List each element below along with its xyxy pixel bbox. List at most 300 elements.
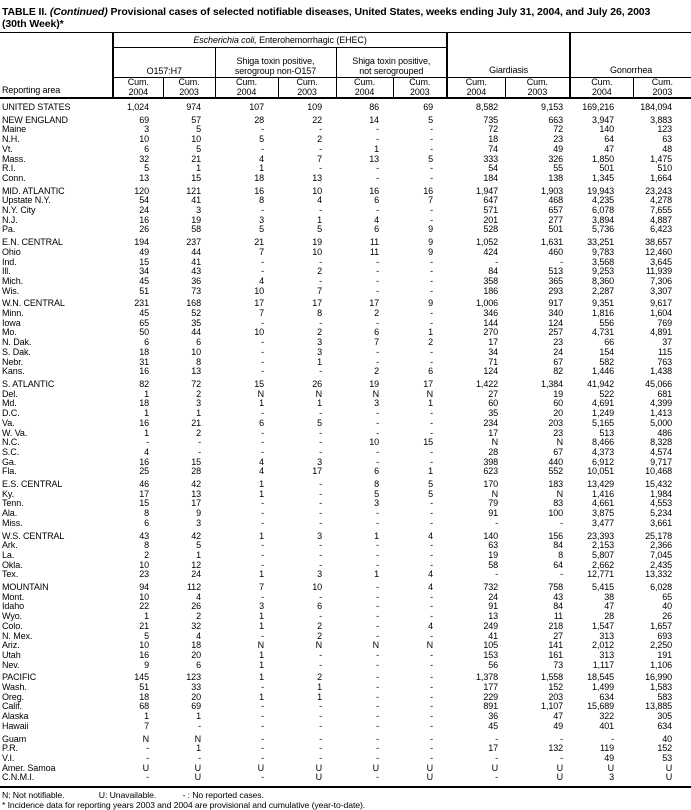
value-cell: 6 bbox=[374, 327, 379, 338]
value-cell: - bbox=[319, 256, 322, 267]
value-cell: 1,664 bbox=[650, 172, 673, 183]
value-cell: 2 bbox=[374, 308, 379, 319]
value-cell: 2 bbox=[428, 337, 434, 348]
value-cell: 22 bbox=[139, 601, 149, 612]
value-cell: 20 bbox=[191, 691, 201, 702]
value-cell: 17 bbox=[488, 427, 499, 438]
value-cell: - bbox=[261, 427, 264, 438]
value-cell: 5 bbox=[317, 224, 322, 235]
value-cell: 43 bbox=[139, 530, 149, 541]
value-cell: - bbox=[495, 517, 499, 528]
shiga-non-o157-subgroup-header bbox=[215, 48, 336, 78]
value-cell: 34 bbox=[488, 346, 499, 357]
value-cell: 1 bbox=[428, 398, 434, 409]
value-cell: 37 bbox=[662, 337, 673, 348]
value-cell: 10 bbox=[369, 437, 379, 448]
value-cell: 3 bbox=[259, 214, 264, 225]
value-cell: 4 bbox=[428, 620, 434, 631]
value-cell: 3 bbox=[317, 569, 322, 580]
value-cell: 2,662 bbox=[592, 559, 615, 570]
reporting-area-cell: N.Y. City bbox=[2, 205, 36, 216]
value-cell: 21 bbox=[139, 620, 149, 631]
legend-no-reported-cases: - : No reported cases. bbox=[182, 790, 264, 801]
value-cell: - bbox=[430, 124, 434, 135]
value-cell: - bbox=[430, 591, 434, 602]
value-cell: 2,250 bbox=[650, 640, 673, 651]
value-cell: 6 bbox=[196, 659, 201, 670]
value-cell: 69 bbox=[191, 701, 201, 712]
value-cell: 45 bbox=[139, 308, 149, 319]
value-cell: 1,657 bbox=[650, 620, 673, 631]
value-cell: 124 bbox=[548, 317, 564, 328]
value-cell: N bbox=[315, 388, 322, 399]
value-cell: 16 bbox=[423, 185, 434, 196]
value-cell: - bbox=[376, 163, 379, 174]
value-cell: 24 bbox=[139, 205, 149, 216]
value-cell: 49 bbox=[553, 143, 564, 154]
table-row bbox=[0, 258, 691, 268]
value-cell: 141 bbox=[548, 640, 564, 651]
value-cell: - bbox=[430, 649, 434, 660]
value-cell: 1 bbox=[317, 691, 322, 702]
value-cell: 1,052 bbox=[476, 237, 499, 248]
value-cell: 2 bbox=[196, 427, 201, 438]
value-cell: - bbox=[376, 266, 379, 277]
value-cell: - bbox=[560, 733, 564, 744]
value-cell: 9 bbox=[428, 246, 434, 257]
footnotes bbox=[0, 788, 691, 810]
value-cell: 19 bbox=[553, 388, 564, 399]
reporting-area-cell: Ark. bbox=[2, 540, 18, 551]
value-cell: 19,943 bbox=[587, 185, 615, 196]
value-cell: - bbox=[376, 205, 379, 216]
reporting-area-cell: W.N. CENTRAL bbox=[2, 298, 65, 309]
value-cell: - bbox=[261, 337, 264, 348]
table-row bbox=[0, 419, 691, 429]
value-cell: 333 bbox=[483, 153, 499, 164]
value-cell: - bbox=[261, 205, 264, 216]
value-cell: 6,078 bbox=[592, 205, 615, 216]
value-cell: 21 bbox=[191, 417, 201, 428]
table-row bbox=[0, 196, 691, 206]
value-cell: 33 bbox=[191, 682, 201, 693]
value-cell: - bbox=[319, 275, 322, 286]
value-cell: - bbox=[319, 143, 322, 154]
value-cell: 156 bbox=[548, 530, 564, 541]
value-cell: 663 bbox=[548, 114, 564, 125]
cum-2004-header-o157: Cum. 2004 bbox=[113, 78, 163, 99]
value-cell: - bbox=[430, 134, 434, 145]
reporting-area-cell: Wis. bbox=[2, 285, 20, 296]
value-cell: 20 bbox=[553, 408, 564, 419]
value-cell: 17 bbox=[488, 337, 499, 348]
value-cell: 8 bbox=[144, 540, 149, 551]
value-cell: 3 bbox=[144, 124, 149, 135]
reporting-area-cell: Ala. bbox=[2, 508, 18, 519]
value-cell: 1,416 bbox=[592, 488, 615, 499]
value-cell: - bbox=[319, 205, 322, 216]
value-cell: 152 bbox=[657, 743, 673, 754]
value-cell: 237 bbox=[186, 237, 201, 248]
value-cell: 2 bbox=[317, 327, 322, 338]
value-cell: 9 bbox=[144, 659, 149, 670]
reporting-area-cell: Fla. bbox=[2, 466, 17, 477]
value-cell: 82 bbox=[553, 366, 564, 377]
value-cell: 168 bbox=[186, 298, 201, 309]
value-cell: 10 bbox=[312, 246, 322, 257]
value-cell: 123 bbox=[186, 672, 201, 683]
value-cell: 50 bbox=[139, 327, 149, 338]
table-body bbox=[0, 98, 691, 787]
value-cell: 1 bbox=[259, 479, 264, 490]
value-cell: - bbox=[261, 317, 264, 328]
value-cell: 13 bbox=[191, 488, 201, 499]
value-cell: 71 bbox=[488, 356, 499, 367]
value-cell: 51 bbox=[139, 285, 149, 296]
cum-2003-header-o157: Cum. 2003 bbox=[163, 78, 215, 99]
value-cell: 45 bbox=[488, 720, 499, 731]
value-cell: 18 bbox=[139, 346, 149, 357]
value-cell: 47 bbox=[604, 601, 615, 612]
value-cell: - bbox=[261, 559, 264, 570]
value-cell: - bbox=[376, 601, 379, 612]
value-cell: - bbox=[430, 285, 434, 296]
reporting-area-cell: D.C. bbox=[2, 408, 20, 419]
value-cell: 23,393 bbox=[587, 530, 615, 541]
value-cell: 10,051 bbox=[587, 466, 615, 477]
value-cell: - bbox=[430, 498, 434, 509]
value-cell: 66 bbox=[604, 337, 615, 348]
value-cell: 63 bbox=[662, 134, 673, 145]
value-cell: 10 bbox=[191, 346, 201, 357]
value-cell: - bbox=[376, 417, 379, 428]
reporting-area-cell: Mo. bbox=[2, 327, 17, 338]
reporting-area-cell: Wash. bbox=[2, 682, 27, 693]
value-cell: - bbox=[430, 701, 434, 712]
table-row bbox=[0, 328, 691, 338]
value-cell: - bbox=[319, 437, 322, 448]
value-cell: 6 bbox=[144, 143, 149, 154]
value-cell: 5 bbox=[144, 163, 149, 174]
value-cell: 28 bbox=[604, 611, 615, 622]
value-cell: - bbox=[495, 733, 499, 744]
value-cell: 340 bbox=[548, 308, 564, 319]
value-cell: 1 bbox=[196, 711, 201, 722]
value-cell: 25 bbox=[139, 466, 149, 477]
value-cell: 8 bbox=[196, 356, 201, 367]
value-cell: 105 bbox=[483, 640, 499, 651]
value-cell: 15,432 bbox=[645, 479, 673, 490]
value-cell: - bbox=[430, 446, 434, 457]
legend-not-notifiable: N: Not notifiable. bbox=[2, 790, 65, 801]
value-cell: N bbox=[194, 733, 201, 744]
value-cell: 1,249 bbox=[592, 408, 615, 419]
table-row bbox=[0, 377, 691, 390]
value-cell: 47 bbox=[553, 711, 564, 722]
value-cell: 891 bbox=[483, 701, 499, 712]
value-cell: 15 bbox=[191, 172, 201, 183]
table-row bbox=[0, 113, 691, 126]
value-cell: 4,731 bbox=[592, 327, 615, 338]
value-cell: 326 bbox=[548, 153, 564, 164]
reporting-area-cell: MID. ATLANTIC bbox=[2, 185, 65, 196]
value-cell: - bbox=[261, 720, 264, 731]
value-cell: 13,332 bbox=[645, 569, 673, 580]
value-cell: 693 bbox=[657, 630, 673, 641]
value-cell: U bbox=[393, 773, 447, 787]
value-cell: 23 bbox=[139, 569, 149, 580]
value-cell: 36 bbox=[191, 275, 201, 286]
value-cell: 17 bbox=[312, 466, 322, 477]
value-cell: 249 bbox=[483, 620, 499, 631]
value-cell: 13 bbox=[369, 153, 379, 164]
reporting-area-cell: S.C. bbox=[2, 446, 20, 457]
value-cell: - bbox=[261, 591, 264, 602]
value-cell: - bbox=[198, 437, 201, 448]
value-cell: - bbox=[560, 569, 564, 580]
value-cell: 191 bbox=[657, 649, 673, 660]
value-cell: 2,435 bbox=[650, 559, 673, 570]
value-cell: 1 bbox=[196, 408, 201, 419]
reporting-area-cell: NEW ENGLAND bbox=[2, 114, 68, 125]
value-cell: 112 bbox=[186, 582, 201, 593]
value-cell: 5,736 bbox=[592, 224, 615, 235]
reporting-area-cell: Upstate N.Y. bbox=[2, 195, 51, 206]
value-cell: 358 bbox=[483, 275, 499, 286]
value-cell: 2 bbox=[317, 134, 322, 145]
value-cell: - bbox=[430, 275, 434, 286]
value-cell: - bbox=[261, 143, 264, 154]
reporting-area-cell: Ga. bbox=[2, 456, 17, 467]
value-cell: 1,384 bbox=[541, 378, 564, 389]
value-cell: 15 bbox=[191, 456, 201, 467]
value-cell: 69 bbox=[139, 114, 149, 125]
value-cell: 25,178 bbox=[645, 530, 673, 541]
value-cell: 4,574 bbox=[650, 446, 673, 457]
value-cell: 201 bbox=[483, 214, 499, 225]
value-cell: - bbox=[319, 446, 322, 457]
value-cell: - bbox=[319, 498, 322, 509]
value-cell: 5,807 bbox=[592, 549, 615, 560]
value-cell: 119 bbox=[600, 743, 615, 754]
value-cell: - bbox=[376, 733, 379, 744]
reporting-area-cell: R.I. bbox=[2, 163, 16, 174]
reporting-area-cell: Vt. bbox=[2, 143, 13, 154]
value-cell: - bbox=[430, 611, 434, 622]
value-cell: - bbox=[319, 366, 322, 377]
reporting-area-cell: Va. bbox=[2, 417, 15, 428]
value-cell: 86 bbox=[369, 102, 379, 112]
value-cell: - bbox=[447, 773, 505, 787]
value-cell: 513 bbox=[599, 427, 615, 438]
value-cell: 3,661 bbox=[650, 517, 673, 528]
value-cell: 54 bbox=[488, 163, 499, 174]
value-cell: 5,000 bbox=[650, 417, 673, 428]
table-row bbox=[0, 277, 691, 287]
value-cell: - bbox=[261, 682, 264, 693]
value-cell: 124 bbox=[483, 366, 499, 377]
value-cell: 69 bbox=[423, 102, 434, 112]
reporting-area-cell: Miss. bbox=[2, 517, 23, 528]
value-cell: 161 bbox=[548, 649, 564, 660]
value-cell: 7 bbox=[259, 582, 264, 593]
value-cell: 4 bbox=[374, 214, 379, 225]
value-cell: - bbox=[376, 256, 379, 267]
value-cell: 1 bbox=[196, 743, 201, 754]
value-cell: - bbox=[261, 743, 264, 754]
value-cell: - bbox=[430, 733, 434, 744]
value-cell: N bbox=[491, 488, 499, 499]
value-cell: - bbox=[430, 346, 434, 357]
value-cell: 26 bbox=[139, 224, 149, 235]
value-cell: 72 bbox=[488, 124, 499, 135]
value-cell: 154 bbox=[599, 346, 615, 357]
value-cell: - bbox=[376, 682, 379, 693]
value-cell: 41 bbox=[191, 195, 201, 206]
reporting-area-cell: Colo. bbox=[2, 620, 23, 631]
table-row bbox=[0, 541, 691, 551]
value-cell: - bbox=[430, 682, 434, 693]
value-cell: 5 bbox=[259, 224, 264, 235]
value-cell: 40 bbox=[662, 733, 673, 744]
value-cell: - bbox=[430, 456, 434, 467]
value-cell: 42 bbox=[191, 479, 201, 490]
value-cell: 28 bbox=[488, 446, 499, 457]
value-cell: 9,351 bbox=[592, 298, 615, 309]
value-cell: - bbox=[560, 256, 564, 267]
value-cell: 140 bbox=[599, 124, 615, 135]
value-cell: 64 bbox=[604, 134, 615, 145]
cum-2003-header-non-o157: Cum. 2003 bbox=[278, 78, 336, 99]
table-row bbox=[0, 429, 691, 439]
value-cell: 1,583 bbox=[650, 682, 673, 693]
value-cell: - bbox=[376, 540, 379, 551]
value-cell: U bbox=[633, 773, 691, 787]
value-cell: 5 bbox=[259, 134, 264, 145]
reporting-area-cell: Idaho bbox=[2, 601, 25, 612]
table-row bbox=[0, 651, 691, 661]
value-cell: - bbox=[319, 427, 322, 438]
value-cell: - bbox=[261, 256, 264, 267]
value-cell: 203 bbox=[548, 691, 564, 702]
value-cell: 1 bbox=[317, 682, 322, 693]
value-cell: 468 bbox=[548, 195, 564, 206]
value-cell: 49 bbox=[604, 753, 615, 763]
reporting-area-cell: Maine bbox=[2, 124, 27, 135]
value-cell: - bbox=[113, 773, 163, 787]
table-row bbox=[0, 287, 691, 297]
value-cell: 3 bbox=[374, 498, 379, 509]
value-cell: - bbox=[261, 517, 264, 528]
value-cell: 4 bbox=[317, 195, 322, 206]
value-cell: 16 bbox=[139, 366, 149, 377]
value-cell: 277 bbox=[548, 214, 564, 225]
value-cell: 12,460 bbox=[645, 246, 673, 257]
value-cell: 11,939 bbox=[645, 266, 673, 277]
value-cell: 7 bbox=[317, 285, 322, 296]
reporting-area-cell: Mass. bbox=[2, 153, 26, 164]
value-cell: 38 bbox=[604, 591, 615, 602]
table-row bbox=[0, 184, 691, 197]
value-cell: 1,903 bbox=[541, 185, 564, 196]
value-cell: 144 bbox=[483, 317, 499, 328]
table-row bbox=[0, 367, 691, 377]
value-cell: 5 bbox=[196, 540, 201, 551]
value-cell: 23,243 bbox=[645, 185, 673, 196]
legend-line bbox=[2, 790, 691, 800]
value-cell: 1 bbox=[374, 143, 379, 154]
value-cell: - bbox=[376, 285, 379, 296]
value-cell: 9,717 bbox=[650, 456, 673, 467]
reporting-area-cell: Del. bbox=[2, 388, 18, 399]
value-cell: 1 bbox=[259, 530, 264, 541]
value-cell: 1 bbox=[259, 488, 264, 499]
value-cell: 184,094 bbox=[640, 102, 673, 112]
table-row bbox=[0, 225, 691, 235]
value-cell: - bbox=[430, 711, 434, 722]
value-cell: - bbox=[430, 143, 434, 154]
value-cell: 4,399 bbox=[650, 398, 673, 409]
value-cell: - bbox=[319, 488, 322, 499]
reporting-area-cell: Mich. bbox=[2, 275, 24, 286]
value-cell: - bbox=[430, 214, 434, 225]
value-cell: 763 bbox=[657, 356, 673, 367]
value-cell: 19 bbox=[191, 214, 201, 225]
value-cell: 3 bbox=[317, 530, 322, 541]
reporting-area-cell: Hawaii bbox=[2, 720, 29, 731]
value-cell: 91 bbox=[488, 601, 499, 612]
table-row bbox=[0, 570, 691, 580]
reporting-area-cell: Ohio bbox=[2, 246, 21, 257]
value-cell: 67 bbox=[553, 356, 564, 367]
value-cell: - bbox=[261, 508, 264, 519]
reporting-area-cell: Ariz. bbox=[2, 640, 20, 651]
value-cell: 4 bbox=[259, 153, 264, 164]
value-cell: 84 bbox=[553, 601, 564, 612]
value-cell: - bbox=[430, 308, 434, 319]
value-cell: - bbox=[198, 446, 201, 457]
value-cell: - bbox=[376, 134, 379, 145]
value-cell: 60 bbox=[553, 398, 564, 409]
reporting-area-cell: W.S. CENTRAL bbox=[2, 530, 65, 541]
value-cell: - bbox=[198, 753, 201, 763]
value-cell: 6 bbox=[374, 224, 379, 235]
value-cell: 5 bbox=[428, 488, 434, 499]
value-cell: - bbox=[430, 163, 434, 174]
value-cell: 7 bbox=[317, 153, 322, 164]
value-cell: 8 bbox=[558, 549, 564, 560]
value-cell: 5,234 bbox=[650, 508, 673, 519]
value-cell: 18 bbox=[139, 398, 149, 409]
value-cell: 40 bbox=[662, 601, 673, 612]
value-cell: 1 bbox=[428, 327, 434, 338]
shiga-not-sero-line1: Shiga toxin positive, bbox=[352, 56, 431, 66]
value-cell: 657 bbox=[548, 205, 564, 216]
value-cell: 64 bbox=[553, 559, 564, 570]
table-row bbox=[0, 622, 691, 632]
value-cell: - bbox=[430, 659, 434, 670]
value-cell: - bbox=[261, 437, 264, 448]
value-cell: 153 bbox=[483, 649, 499, 660]
reporting-area-cell: E.N. CENTRAL bbox=[2, 237, 63, 248]
value-cell: 313 bbox=[599, 630, 615, 641]
value-cell: - bbox=[261, 733, 264, 744]
value-cell: 8 bbox=[259, 195, 264, 206]
reporting-area-cell: Minn. bbox=[2, 308, 24, 319]
value-cell: 2 bbox=[317, 620, 322, 631]
value-cell: 974 bbox=[186, 102, 201, 112]
value-cell: - bbox=[319, 720, 322, 731]
